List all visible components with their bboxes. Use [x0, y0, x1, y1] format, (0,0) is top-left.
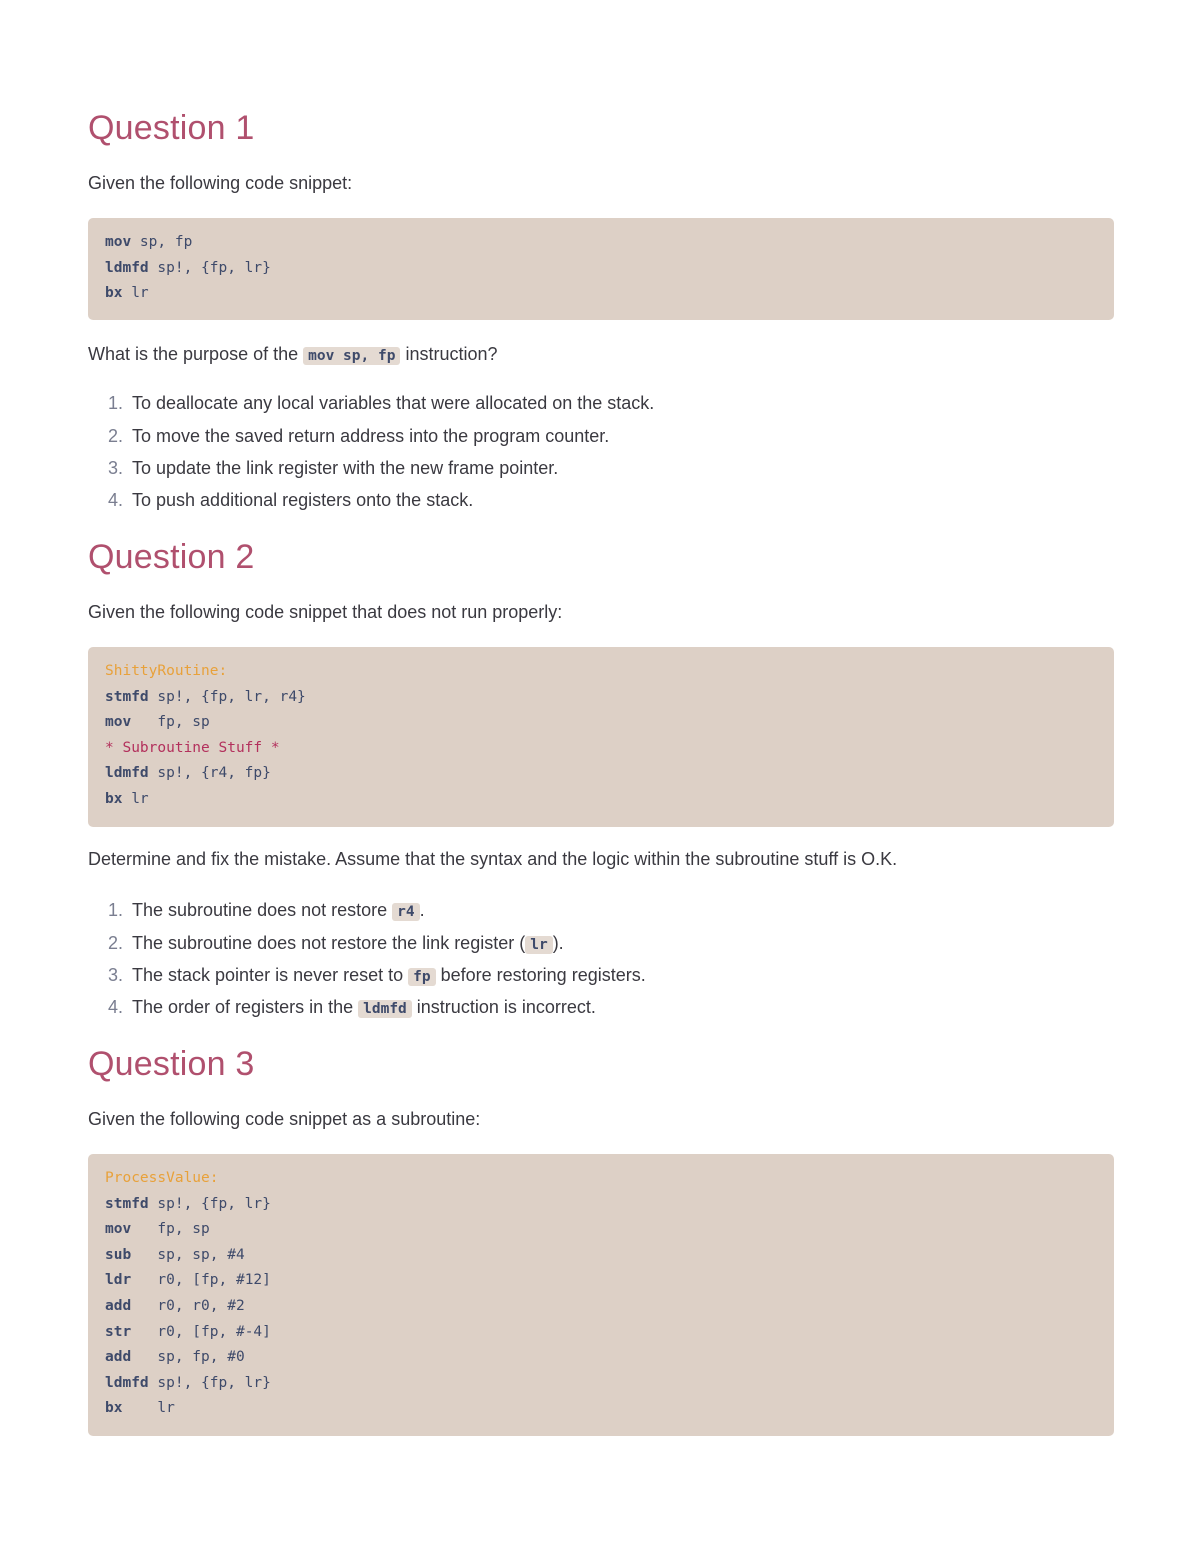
code-line: sub sp, sp, #4: [105, 1246, 245, 1263]
code-line: mov sp, fp: [105, 234, 193, 250]
option-item: 2. The subroutine does not restore the link register ( lr ).: [108, 933, 564, 953]
code-line: bx lr: [105, 285, 149, 302]
code-label: ProcessValue:: [105, 1170, 219, 1186]
question-1-heading: Question 1: [88, 109, 255, 147]
option-item: 3. The stack pointer is never reset to fp before restoring registers.: [108, 965, 646, 985]
code-line: add sp, fp, #0: [105, 1349, 245, 1366]
code-line: ldmfd sp!, {fp, lr}: [105, 1374, 271, 1391]
question-3-code-block: [88, 1154, 1114, 1436]
question-1-intro: Given the following code snippet:: [88, 173, 353, 193]
inline-code: lr: [525, 936, 552, 954]
code-label: ShittyRoutine:: [105, 663, 228, 679]
inline-code: ldmfd: [358, 1000, 412, 1018]
option-item: 2. To move the saved return address into the program counter.: [108, 426, 610, 446]
code-line: bx lr: [105, 1400, 175, 1417]
question-2-intro: Given the following code snippet that does not run properly:: [88, 602, 563, 622]
code-line: str r0, [fp, #-4]: [105, 1323, 271, 1340]
question-2-heading: Question 2: [88, 538, 255, 576]
question-2-code-block: [88, 647, 1114, 827]
question-3-heading: Question 3: [88, 1045, 255, 1083]
code-line: mov fp, sp: [105, 1221, 210, 1238]
question-2-options: [88, 898, 646, 1027]
question-1-code-block: [88, 218, 1114, 320]
question-1-prompt: What is the purpose of the mov sp, fp instruction?: [88, 344, 498, 364]
question-2-prompt: Determine and fix the mistake. Assume that the syntax and the logic within the subroutine stuff is O.K.: [88, 849, 898, 869]
code-line: add r0, r0, #2: [105, 1297, 245, 1314]
code-line: mov fp, sp: [105, 714, 210, 731]
code-line: bx lr: [105, 790, 149, 807]
inline-code: r4: [392, 903, 419, 921]
code-comment: * Subroutine Stuff *: [105, 739, 280, 756]
inline-code: fp: [408, 968, 435, 986]
code-line: ldr r0, [fp, #12]: [105, 1272, 271, 1289]
question-1-options: [88, 391, 654, 520]
code-line: stmfd sp!, {fp, lr}: [105, 1195, 271, 1212]
question-3-intro: Given the following code snippet as a subroutine:: [88, 1109, 481, 1129]
option-item: 1. The subroutine does not restore r4 .: [108, 900, 425, 920]
option-item: 4. The order of registers in the ldmfd instruction is incorrect.: [108, 997, 596, 1017]
inline-code: mov sp, fp: [303, 347, 400, 365]
code-line: stmfd sp!, {fp, lr, r4}: [105, 688, 306, 705]
code-line: ldmfd sp!, {fp, lr}: [105, 259, 271, 276]
option-item: 1. To deallocate any local variables that were allocated on the stack.: [108, 393, 655, 413]
option-item: 4. To push additional registers onto the stack.: [108, 490, 474, 510]
code-line: ldmfd sp!, {r4, fp}: [105, 765, 271, 782]
option-item: 3. To update the link register with the new frame pointer.: [108, 458, 559, 478]
